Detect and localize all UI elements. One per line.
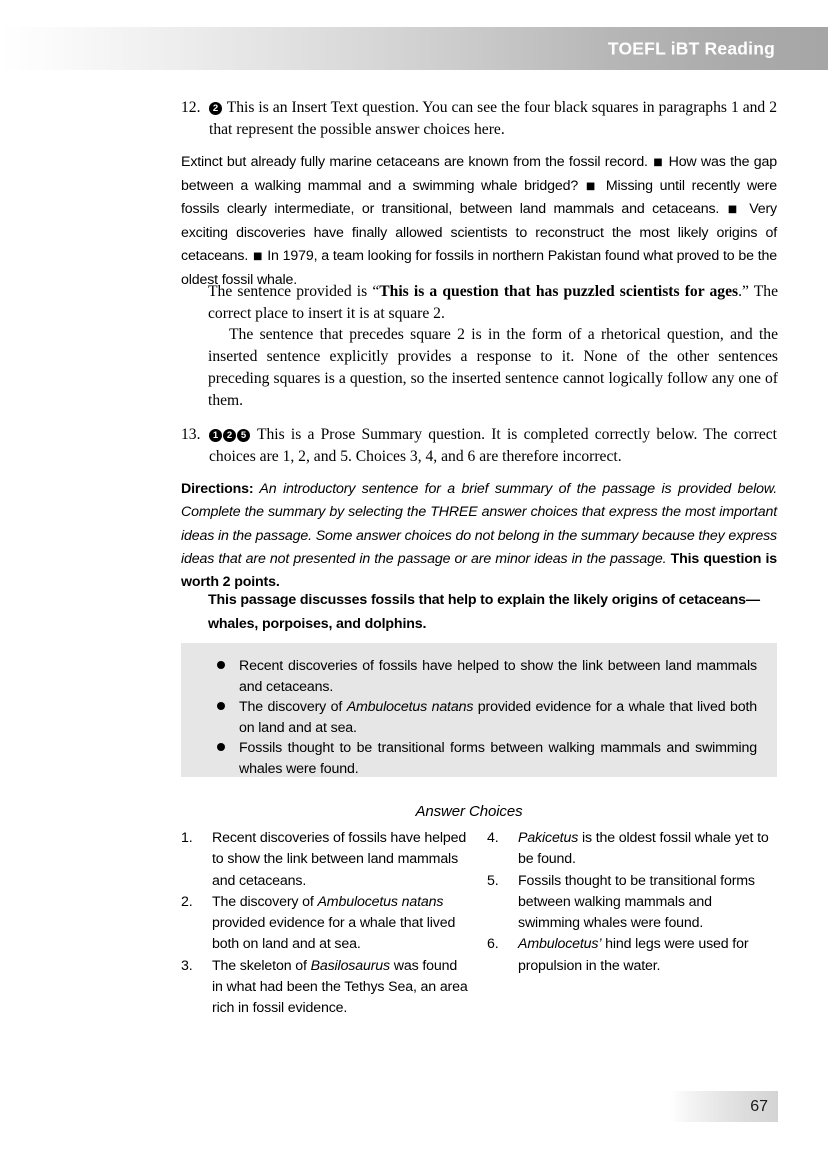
answer-choice-number: 3. (181, 957, 193, 974)
summary-intro-sentence: This passage discusses fossils that help to explain the likely origins of cetaceans—whales, porpoises, and dolphins. (208, 592, 760, 632)
bullet-icon (217, 661, 225, 669)
answer-choices-right-column (487, 828, 777, 977)
summary-list-item (217, 656, 757, 697)
marker-circle-5: 5 (237, 429, 250, 442)
header-title: TOEFL iBT Reading (607, 38, 775, 58)
explanation-block (208, 281, 778, 411)
answer-choice-italic: Basilosaurus (310, 957, 390, 974)
summary-list (181, 643, 777, 779)
directions-points: This question is worth 2 points. (181, 550, 778, 591)
passage-segment-1: Extinct but already fully marine cetaceans are known from the fossil record. (181, 154, 648, 170)
answer-choice-item[interactable] (181, 956, 471, 1020)
question-13 (181, 424, 777, 467)
answer-choice-item[interactable] (181, 892, 471, 956)
answer-choice-post: provided evidence for a whale that lived both on land and at sea. (212, 915, 456, 953)
answer-choice-post: hind legs were used for propulsion in the water. (518, 936, 749, 974)
answer-choice-number: 5. (487, 872, 499, 889)
insert-square-icon-3[interactable]: ■ (727, 204, 741, 215)
answer-choice-pre: Recent discoveries of fossils have helped to show the link between land mammals and cetaceans. (212, 830, 467, 889)
answer-choice-pre: The skeleton of (212, 957, 311, 974)
reading-passage (181, 151, 777, 292)
answer-choices-left-column (181, 828, 471, 1020)
answer-choices-heading: Answer Choices (415, 803, 523, 820)
answer-choice-number: 6. (487, 936, 499, 953)
question-12-number: 12. (181, 99, 201, 116)
question-13-number: 13. (181, 426, 201, 443)
insert-square-icon-2[interactable]: ■ (585, 180, 599, 192)
passage-segment-2: How was the gap between a walking mammal and a swimming whale bridged? (181, 154, 778, 194)
page-footer-box (670, 1091, 778, 1122)
answer-choice-item[interactable] (181, 828, 471, 892)
explanation-paragraph-2: The sentence that precedes square 2 is in the form of a rhetorical question, and the inserted sentence explicitly provides a response to it. None of the other sentences preceding squares is a question, so the inserted sentence cannot logically follow any one of them. (208, 326, 778, 409)
explanation-quote-tail: .” The correct place to insert it is at square 2. (208, 283, 779, 322)
answer-choice-number: 4. (487, 830, 499, 846)
passage-segment-5: In 1979, a team looking for fossils in northern Pakistan found what proved to be the oldest fossil whale. (181, 248, 778, 288)
answer-choice-pre: Fossils thought to be transitional forms between walking mammals and swimming whales were found. (518, 872, 755, 932)
insert-square-icon-4[interactable]: ■ (253, 251, 263, 262)
passage-segment-4: Very exciting discoveries have finally allowed scientists to reconstruct the most likely origins of cetaceans. (181, 201, 777, 264)
summary-item-pre: The discovery of (239, 699, 347, 715)
insert-square-icon-1[interactable]: ■ (653, 157, 664, 168)
directions-block (181, 478, 777, 594)
passage-segment-3: Missing until recently were fossils clearly intermediate, or transitional, between land mammals and cetaceans. (181, 177, 777, 217)
explanation-quote-lead: The sentence provided is “ (208, 283, 380, 300)
explanation-quoted-sentence: This is a question that has puzzled scientists for ages (379, 283, 739, 300)
summary-list-item (217, 738, 757, 779)
question-12 (181, 97, 777, 140)
marker-circle-2b: 2 (223, 429, 236, 442)
summary-list-item (217, 697, 757, 738)
page-number: 67 (750, 1097, 768, 1115)
question-12-body (209, 97, 777, 140)
bullet-icon (217, 743, 225, 751)
question-13-text: This is a Prose Summary question. It is completed correctly below. The correct choices are 1, 2, and 5. Choices 3, 4, and 6 are therefore incorrect. (209, 426, 777, 465)
marker-circle-2: 2 (209, 102, 222, 115)
summary-item-pre: Fossils thought to be transitional forms between walking mammals and swimming whales were found. (239, 740, 757, 777)
answer-choice-pre: The discovery of (212, 893, 318, 910)
summary-item-post: provided evidence for a whale that lived both on land and at sea. (239, 699, 757, 736)
answer-choice-number: 2. (181, 893, 193, 910)
answer-choice-item[interactable] (487, 871, 777, 935)
answer-choice-number: 1. (181, 830, 193, 846)
directions-label: Directions: (181, 481, 254, 497)
answer-choice-post: is the oldest fossil whale yet to be found. (518, 830, 769, 868)
bullet-icon (217, 702, 225, 710)
directions-body: An introductory sentence for a brief summary of the passage is provided below. Complete the summary by selecting the THREE answer choices that express the most important ideas in the passage. Some answer choices do not belong in the summary because they express ideas that are not presented in the passage or are minor ideas in the passage. (181, 481, 777, 567)
explanation-paragraph-1 (208, 281, 778, 324)
page-header-band (0, 27, 828, 70)
answer-choice-italic: Ambulocetus natans (317, 893, 444, 910)
answer-choice-item[interactable] (487, 934, 777, 977)
marker-circle-1: 1 (209, 429, 222, 442)
summary-answer-box (181, 643, 777, 777)
answer-choice-post: was found in what had been the Tethys Sea, an area rich in fossil evidence. (212, 957, 468, 1017)
answer-choice-item[interactable] (487, 828, 777, 871)
summary-item-pre: Recent discoveries of fossils have helped to show the link between land mammals and cetaceans. (239, 658, 757, 695)
answer-choice-italic: Ambulocetus’ (518, 936, 602, 953)
answer-choice-italic: Pakicetus (518, 830, 579, 846)
question-12-text: This is an Insert Text question. You can see the four black squares in paragraphs 1 and 2 that represent the possible answer choices here. (209, 99, 777, 138)
question-13-body (209, 424, 777, 467)
summary-item-italic: Ambulocetus natans (346, 699, 474, 715)
